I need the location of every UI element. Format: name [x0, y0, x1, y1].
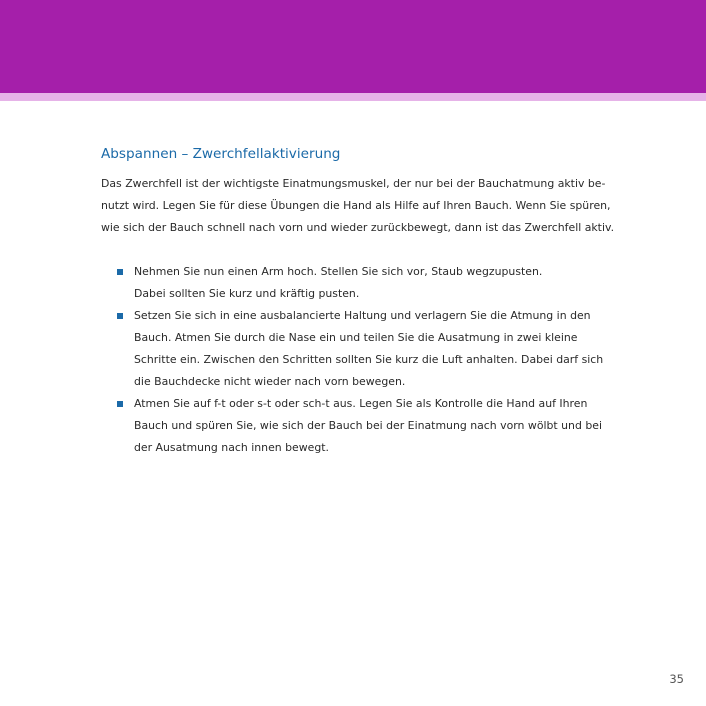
intro-line: wie sich der Bauch schnell nach vorn und wieder zurückbewegt, dann ist das Zwerchfell aktiv.: [101, 221, 615, 234]
square-bullet-icon: [117, 401, 123, 407]
page-content: [101, 144, 615, 459]
list-item-line: der Ausatmung nach innen bewegt.: [134, 441, 329, 454]
page-number: 35: [669, 672, 684, 686]
list-item-line: Nehmen Sie nun einen Arm hoch. Stellen Sie sich vor, Staub wegzupusten.: [134, 265, 543, 278]
header-band: [0, 0, 706, 93]
list-item: [101, 305, 604, 393]
list-item-line: Atmen Sie auf f-t oder s-t oder sch-t aus. Legen Sie als Kontrolle die Hand auf Ihren: [134, 397, 588, 410]
list-item-line: Bauch und spüren Sie, wie sich der Bauch bei der Einatmung nach vorn wölbt und bei: [134, 419, 602, 432]
list-item: [101, 393, 601, 459]
list-item-line: Schritte ein. Zwischen den Schritten sollten Sie kurz die Luft anhalten. Dabei darf sich: [134, 353, 604, 366]
list-item-line: Dabei sollten Sie kurz und kräftig pusten.: [134, 287, 360, 300]
exercise-list: [101, 261, 604, 459]
list-item: [101, 261, 601, 305]
intro-line: nutzt wird. Legen Sie für diese Übungen die Hand als Hilfe auf Ihren Bauch. Wenn Sie spüren,: [101, 199, 611, 212]
list-item-line: Bauch. Atmen Sie durch die Nase ein und teilen Sie die Ausatmung in zwei kleine: [134, 331, 578, 344]
list-item-line: Setzen Sie sich in eine ausbalancierte Haltung und verlagern Sie die Atmung in den: [134, 309, 591, 322]
list-item-line: die Bauchdecke nicht wieder nach vorn bewegen.: [134, 375, 406, 388]
intro-paragraph: [101, 173, 615, 239]
square-bullet-icon: [117, 269, 123, 275]
header-stripe: [0, 93, 706, 101]
section-heading: Abspannen – Zwerchfellaktivierung: [101, 146, 341, 162]
square-bullet-icon: [117, 313, 123, 319]
intro-line: Das Zwerchfell ist der wichtigste Einatmungsmuskel, der nur bei der Bauchatmung aktiv be-: [101, 177, 606, 190]
